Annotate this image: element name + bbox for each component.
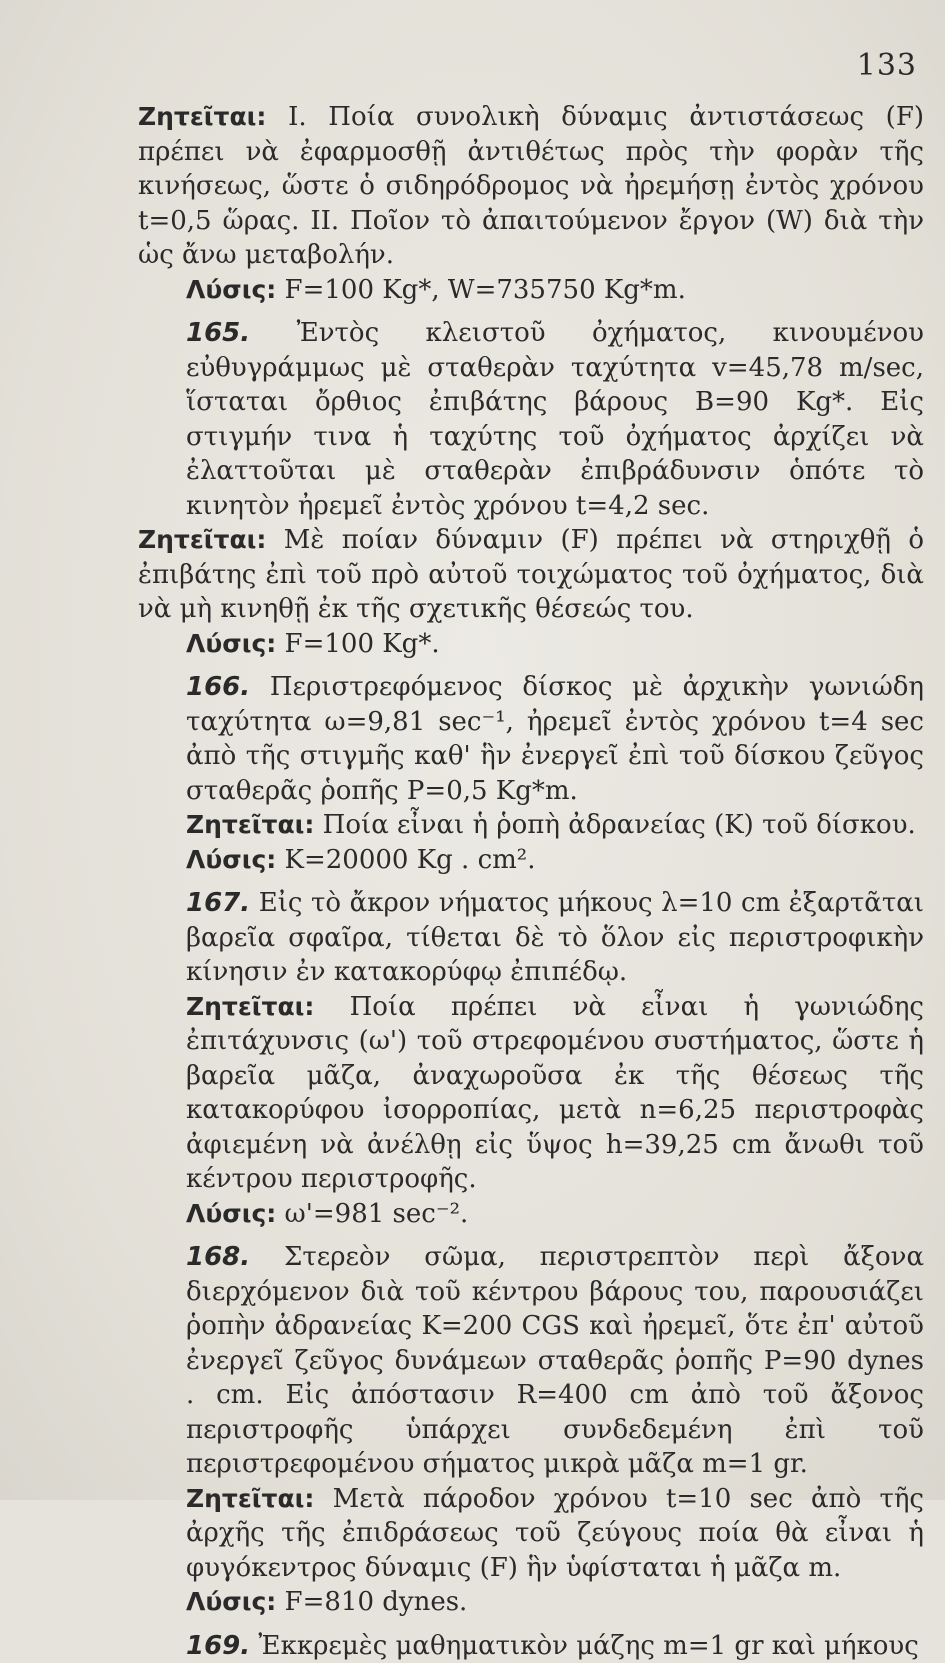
problem-solution <box>138 843 924 878</box>
solution-text: F=100 Kg*, W=735750 Kg*m. <box>285 275 686 305</box>
problem-statement <box>138 886 924 990</box>
problem-167 <box>138 886 924 1231</box>
solution-label: Λύσις: <box>186 1199 276 1228</box>
solution-label: Λύσις: <box>186 845 276 874</box>
requested-label: Ζητεῖται: <box>138 525 266 554</box>
question-text: I. Ποία συνολικὴ δύναμις ἀντιστάσεως (F) πρέπει νὰ ἐφαρμοσθῇ ἀντιθέτως πρὸς τὴν φορὰν τῆς κινήσεως, ὥστε ὁ σιδηρόδρομος νὰ ἠρεμήσῃ ἐντὸς χρόνου t=0,5 ὥρας. II. Ποῖον τὸ ἀπαιτούμενον ἔργον (W) διὰ τὴν ὡς ἄνω μεταβολήν. <box>138 102 924 270</box>
problem-number: 165. <box>186 318 250 348</box>
statement-text: Περιστρεφόμενος δίσκος μὲ ἀρχικὴν γωνιώδη ταχύτητα ω=9,81 sec⁻¹, ἠρεμεῖ ἐντὸς χρόνου t=4 sec ἀπὸ τῆς στιγμῆς καθ' ἣν ἐνεργεῖ ἐπὶ τοῦ δίσκου ζεῦγος σταθερᾶς ῥοπῆς P=0,5 Kg*m. <box>186 672 924 806</box>
problem-question <box>138 100 924 273</box>
problem-number: 166. <box>186 672 250 702</box>
problem-168 <box>138 1240 924 1620</box>
problem-statement <box>138 316 924 523</box>
requested-label: Ζητεῖται: <box>186 810 314 839</box>
problem-question <box>138 808 924 843</box>
solution-text: K=20000 Kg . cm². <box>285 845 536 875</box>
solution-label: Λύσις: <box>186 629 276 658</box>
problem-solution <box>138 273 924 308</box>
problem-solution <box>138 1197 924 1232</box>
problem-number: 167. <box>186 888 250 918</box>
question-text: Μὲ ποίαν δύναμιν (F) πρέπει νὰ στηριχθῇ ὁ ἐπιβάτης ἐπὶ τοῦ πρὸ αὐτοῦ τοιχώματος τοῦ ὀχήματος, διὰ νὰ μὴ κινηθῇ ἐκ τῆς σχετικῆς θέσεώς του. <box>138 525 924 624</box>
solution-text: F=810 dynes. <box>285 1587 468 1617</box>
problem-165 <box>138 316 924 661</box>
problem-question <box>138 1482 924 1586</box>
problem-166 <box>138 670 924 877</box>
problem-statement <box>138 1240 924 1482</box>
solution-text: F=100 Kg*. <box>285 629 440 659</box>
requested-label: Ζητεῖται: <box>186 1484 314 1513</box>
statement-text: Εἰς τὸ ἄκρον νήματος μήκους λ=10 cm ἐξαρτᾶται βαρεῖα σφαῖρα, τίθεται δὲ τὸ ὅλον εἰς περιστροφικὴν κίνησιν ἐν κατακορύφῳ ἐπιπέδῳ. <box>186 888 924 987</box>
page-number: 133 <box>857 48 917 83</box>
problem-number: 169. <box>186 1631 250 1661</box>
problem-number: 168. <box>186 1242 250 1272</box>
requested-label: Ζητεῖται: <box>138 102 266 131</box>
problem-question <box>138 990 924 1197</box>
problem-statement <box>138 1629 924 1663</box>
solution-label: Λύσις: <box>186 1587 276 1616</box>
question-text: Ποία εἶναι ἡ ῥοπὴ ἀδρανείας (K) τοῦ δίσκου. <box>323 810 916 840</box>
problem-question <box>138 523 924 627</box>
statement-text: Στερεὸν σῶμα, περιστρεπτὸν περὶ ἄξονα διερχόμενον διὰ τοῦ κέντρου βάρους του, παρουσιάζει ῥοπὴν ἀδρανείας K=200 CGS καὶ ἠρεμεῖ, ὅτε ἐπ' αὐτοῦ ἐνεργεῖ ζεῦγος δυνάμεων σταθερᾶς ῥοπῆς P=90 dynes . cm. Εἰς ἀπόστασιν R=400 cm ἀπὸ τοῦ ἄξονος περιστροφῆς ὑπάρχει συνδεδεμένη ἐπὶ τοῦ περιστρεφομένου σήματος μικρὰ μᾶζα m=1 gr. <box>186 1242 924 1479</box>
statement-text: Ἐκκρεμὲς μαθηματικὸν μάζης m=1 gr καὶ μήκους <box>258 1631 918 1661</box>
problem-169 <box>138 1629 924 1663</box>
solution-label: Λύσις: <box>186 275 276 304</box>
requested-label: Ζητεῖται: <box>186 992 314 1021</box>
problem-solution <box>138 627 924 662</box>
statement-text: Ἐντὸς κλειστοῦ ὀχήματος, κινουμένου εὐθυγράμμως μὲ σταθερὰν ταχύτητα v=45,78 m/sec, ἵσταται ὄρθιος ἐπιβάτης βάρους B=90 Kg*. Εἰς στιγμήν τινα ἡ ταχύτης τοῦ ὀχήματος ἀρχίζει νὰ ἐλαττοῦται μὲ σταθερὰν ἐπιβράδυνσιν ὁπότε τὸ κινητὸν ἠρεμεῖ ἐντὸς χρόνου t=4,2 sec. <box>186 318 924 521</box>
solution-text: ω'=981 sec⁻². <box>285 1199 469 1229</box>
problem-solution <box>138 1585 924 1620</box>
question-text: Ποία πρέπει νὰ εἶναι ἡ γωνιώδης ἐπιτάχυνσις (ω') τοῦ στρεφομένου συστήματος, ὥστε ἡ βαρεῖα μᾶζα, ἀναχωροῦσα ἐκ τῆς θέσεως τῆς κατακορύφου ἰσορροπίας, μετὰ n=6,25 περιστροφὰς ἀφιεμένη νὰ ἀνέλθῃ εἰς ὕψος h=39,25 cm ἄνωθι τοῦ κέντρου περιστροφῆς. <box>186 992 924 1195</box>
problem-continued <box>138 100 924 307</box>
page-content <box>138 100 924 1663</box>
question-text: Μετὰ πάροδον χρόνου t=10 sec ἀπὸ τῆς ἀρχῆς τῆς ἐπιδράσεως τοῦ ζεύγους ποία θὰ εἶναι ἡ φυγόκεντρος δύναμις (F) ἣν ὑφίσταται ἡ μᾶζα m. <box>186 1484 924 1583</box>
problem-statement <box>138 670 924 808</box>
